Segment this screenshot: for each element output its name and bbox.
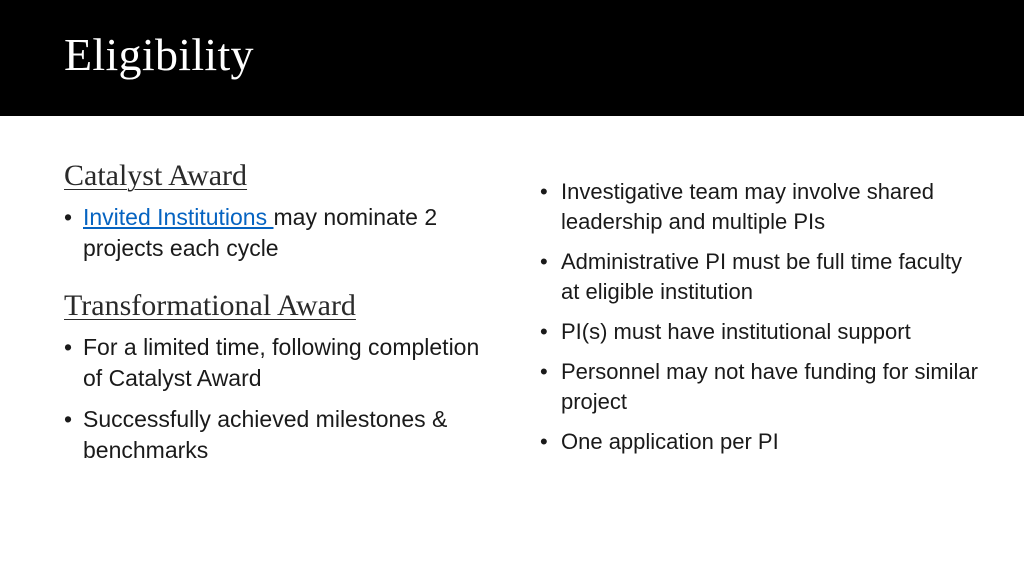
bullet-icon: • — [64, 204, 73, 230]
list-item-text: Administrative PI must be full time faculty at eligible institution — [561, 249, 963, 304]
transformational-award-list — [64, 332, 504, 466]
left-column — [64, 158, 504, 476]
list-item — [64, 202, 504, 264]
bullet-icon: • — [540, 249, 548, 274]
bullet-icon: • — [64, 406, 73, 432]
transformational-award-heading: Transformational Award — [64, 289, 356, 322]
list-item-text: One application per PI — [561, 429, 779, 454]
bullet-icon: • — [540, 359, 548, 384]
list-item-text: PI(s) must have institutional support — [561, 319, 911, 344]
list-item-text: Investigative team may involve shared leadership and multiple PIs — [561, 179, 934, 234]
title-bar — [0, 0, 1024, 116]
right-column — [540, 177, 980, 467]
list-item — [540, 357, 980, 417]
list-item-text: may nominate 2 projects each cycle — [83, 204, 438, 261]
list-item-text: Personnel may not have funding for similar project — [561, 359, 978, 414]
catalyst-award-list — [64, 202, 504, 264]
bullet-icon: • — [540, 319, 548, 344]
catalyst-award-heading: Catalyst Award — [64, 159, 248, 192]
invited-institutions-link[interactable]: Invited Institutions — [83, 204, 274, 230]
list-item-text: For a limited time, following completion of Catalyst Award — [83, 334, 480, 391]
list-item — [540, 177, 980, 237]
bullet-icon: • — [64, 334, 73, 360]
bullet-icon: • — [540, 179, 548, 204]
requirements-list — [540, 177, 980, 457]
list-item — [64, 404, 504, 466]
bullet-icon: • — [540, 429, 548, 454]
list-item-text: Successfully achieved milestones & benchmarks — [83, 406, 448, 463]
list-item — [540, 317, 980, 347]
list-item — [540, 427, 980, 457]
list-item — [540, 247, 980, 307]
slide-title: Eligibility — [64, 29, 254, 80]
list-item — [64, 332, 504, 394]
